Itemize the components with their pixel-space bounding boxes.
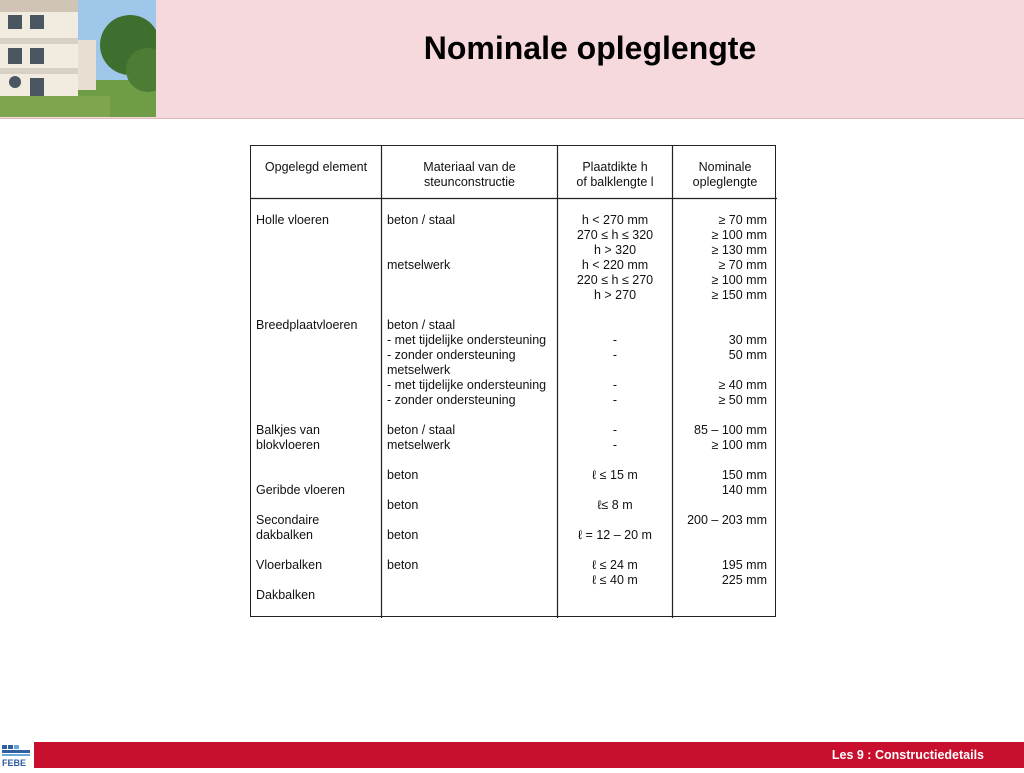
table-cell: Breedplaatvloeren	[256, 318, 358, 332]
table-cell: 220 ≤ h ≤ 270	[576, 273, 654, 287]
table-cell: beton / staal	[387, 423, 456, 437]
table-cell: h < 220 mm	[581, 258, 649, 272]
table-cell: ≥ 70 mm	[718, 258, 767, 272]
table-cell: -	[612, 348, 618, 362]
table-cell: ≥ 100 mm	[711, 228, 767, 242]
footer-label: Les 9 : Constructiedetails	[831, 748, 984, 762]
table-cell: dakbalken	[256, 528, 313, 542]
table-cell: - zonder ondersteuning	[387, 393, 516, 407]
table-cell: ℓ ≤ 24 m	[592, 558, 638, 572]
table-cell: beton / staal	[387, 213, 456, 227]
table-cell: 195 mm	[721, 558, 767, 572]
table-cell: beton	[387, 468, 419, 482]
table-cell: ℓ ≤ 40 m	[592, 573, 638, 587]
table-cell: ≥ 130 mm	[711, 243, 767, 257]
header-cell: opleglengte	[692, 175, 758, 189]
table-cell: - met tijdelijke ondersteuning	[387, 378, 547, 392]
opleglengte-table	[250, 145, 776, 617]
table-cell: 140 mm	[721, 483, 767, 497]
table-cell: ≥ 150 mm	[711, 288, 767, 302]
table-cell: h > 320	[593, 243, 637, 257]
table-cell: 50 mm	[728, 348, 767, 362]
table-cell: beton	[387, 558, 419, 572]
table-cell: beton	[387, 528, 419, 542]
table-cell: ℓ = 12 – 20 m	[578, 528, 652, 542]
table-cell: blokvloeren	[256, 438, 320, 452]
table-cell: ≥ 100 mm	[711, 438, 767, 452]
table-cell: Secondaire	[256, 513, 320, 527]
table-cell: ≥ 40 mm	[718, 378, 767, 392]
building-photo	[0, 0, 156, 117]
table-cell: 225 mm	[721, 573, 767, 587]
header-cell: Nominale	[698, 160, 752, 174]
table-cell: ≥ 70 mm	[718, 213, 767, 227]
table-cell: - met tijdelijke ondersteuning	[387, 333, 547, 347]
table-cell: ≥ 100 mm	[711, 273, 767, 287]
table-cell: -	[612, 333, 618, 347]
table-cell: -	[612, 378, 618, 392]
table-cell: -	[612, 438, 618, 452]
table-cell: Dakbalken	[256, 588, 316, 602]
table-cell: Holle vloeren	[256, 213, 329, 227]
table-cell: metselwerk	[387, 438, 451, 452]
table-cell: h < 270 mm	[581, 213, 649, 227]
table-cell: beton / staal	[387, 318, 456, 332]
slide-title: Nominale opleglengte	[423, 30, 757, 66]
table-cell: 270 ≤ h ≤ 320	[576, 228, 654, 242]
table-cell: ≥ 50 mm	[718, 393, 767, 407]
table-cell: 150 mm	[721, 468, 767, 482]
table-cell: Vloerbalken	[256, 558, 323, 572]
table-cell: metselwerk	[387, 363, 451, 377]
table-cell: h > 270	[593, 288, 637, 302]
header-cell: of balklengte l	[576, 175, 654, 189]
table-cell: ℓ ≤ 15 m	[592, 468, 638, 482]
febe-logo	[0, 742, 34, 768]
table-cell: Balkjes van	[256, 423, 320, 437]
header-cell: steunconstructie	[423, 175, 516, 189]
header-cell: Materiaal van de	[423, 160, 516, 174]
table-cell: ℓ≤ 8 m	[597, 498, 633, 512]
table-cell: 30 mm	[728, 333, 767, 347]
table-cell: -	[612, 423, 618, 437]
table-cell: -	[612, 393, 618, 407]
header-cell: Plaatdikte h	[582, 160, 648, 174]
logo-text: FEBE	[2, 758, 27, 768]
table-cell: 200 – 203 mm	[687, 513, 767, 527]
table-cell: beton	[387, 498, 419, 512]
slide-header	[0, 0, 1024, 119]
table-cell: metselwerk	[387, 258, 451, 272]
table-cell: 85 – 100 mm	[694, 423, 767, 437]
table-cell: - zonder ondersteuning	[387, 348, 516, 362]
table-cell: Geribde vloeren	[256, 483, 345, 497]
header-cell: Opgelegd element	[264, 160, 368, 174]
